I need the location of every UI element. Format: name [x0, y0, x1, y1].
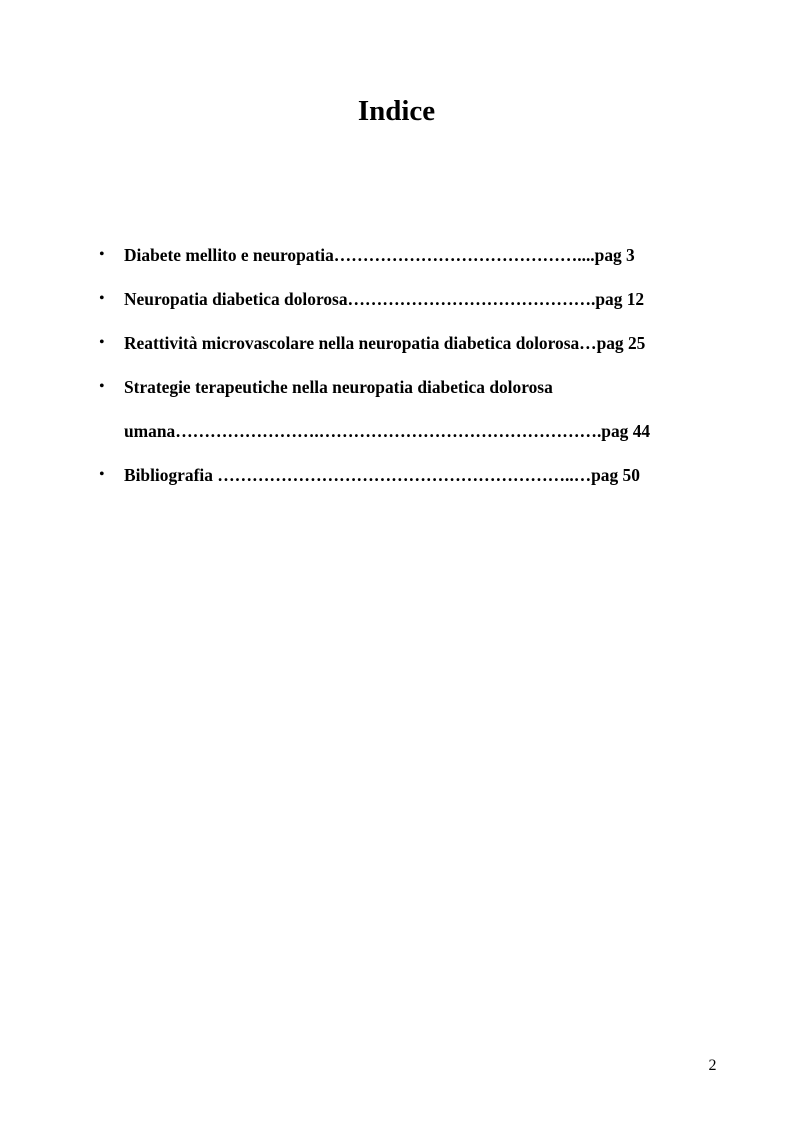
toc-entry-text: Neuropatia diabetica dolorosa…………………………………….pag 12	[124, 289, 645, 309]
bullet-icon: •	[99, 290, 105, 307]
bullet-icon: •	[99, 378, 105, 395]
page-number: 2	[708, 1057, 717, 1074]
toc-entry-text: Reattività microvascolare nella neuropatia diabetica dolorosa…pag 25	[124, 333, 646, 353]
toc-entry-text-line2: umana…………………….………………………………………….pag 44	[124, 421, 651, 441]
page-title: Indice	[357, 95, 436, 127]
bullet-icon: •	[99, 246, 105, 263]
bullet-icon: •	[99, 466, 105, 483]
toc-entry-text: Diabete mellito e neuropatia……………………………………....pag 3	[124, 245, 635, 265]
bullet-icon: •	[99, 334, 105, 351]
toc-entry-text-line1: Strategie terapeutiche nella neuropatia diabetica dolorosa	[124, 377, 553, 397]
toc-entry-text: Bibliografia ……………………………………………………..…pag 50	[124, 465, 640, 485]
